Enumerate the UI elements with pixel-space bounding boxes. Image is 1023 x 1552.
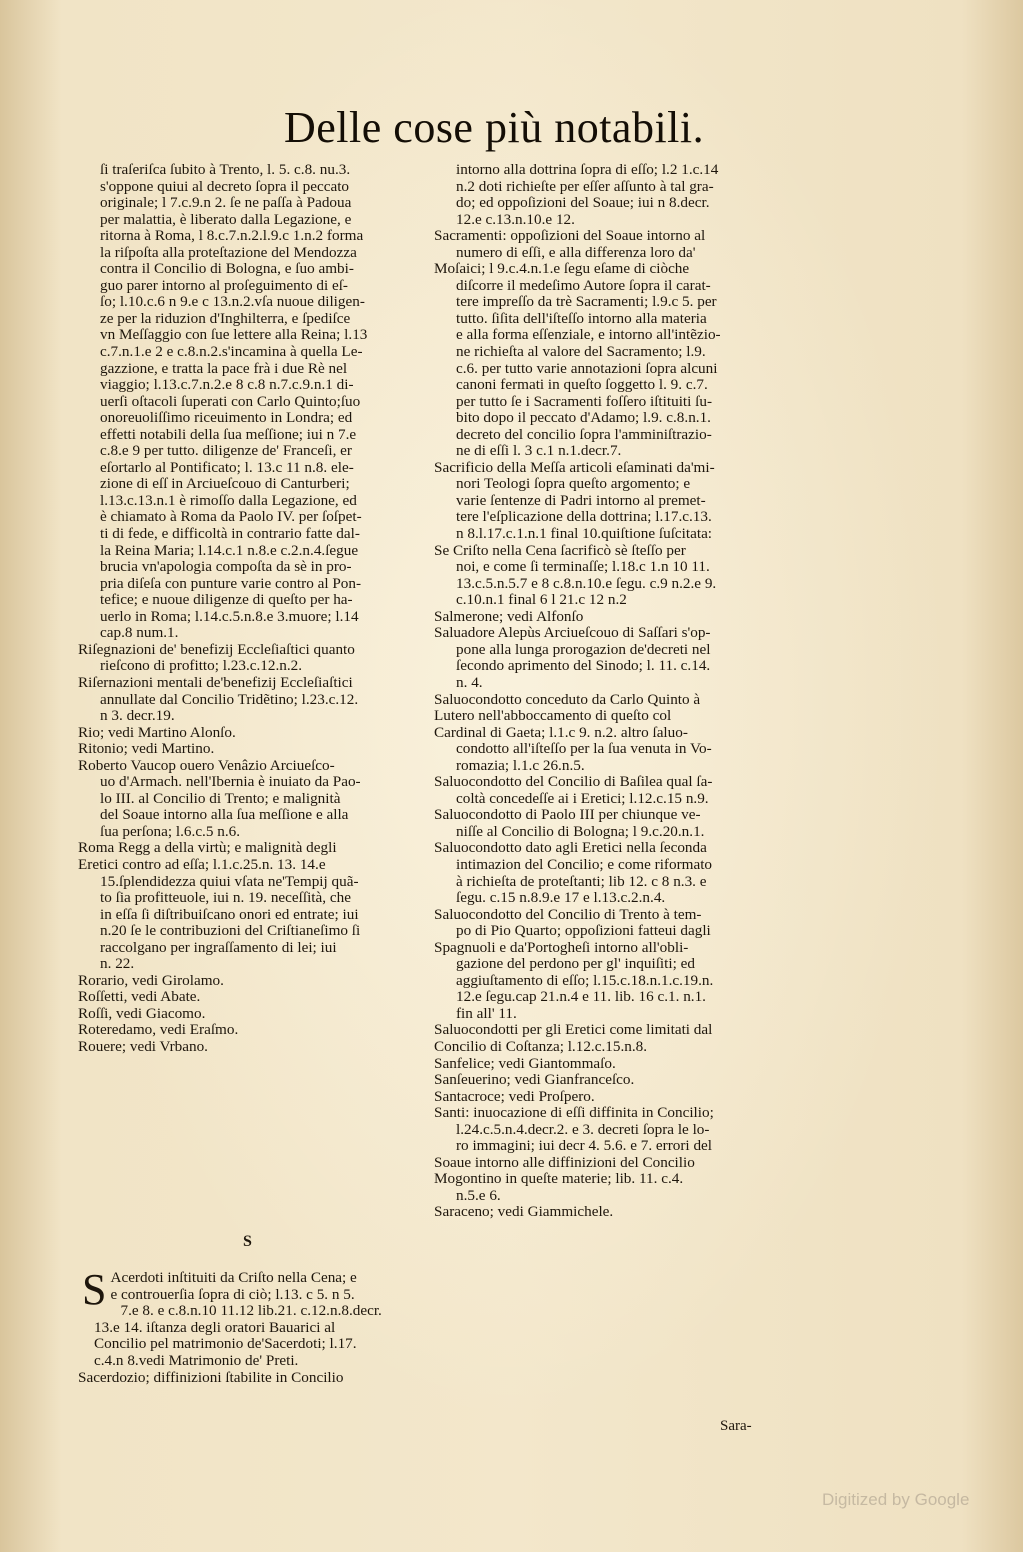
index-line: Soaue intorno alle diffinizioni del Concilio [434, 1154, 695, 1171]
index-line: ſua perſona; l.6.c.5 n.6. [100, 823, 241, 840]
index-line: è chiamato à Roma da Paolo IV. per ſoſpet- [100, 509, 362, 526]
index-line: Rorario, vedi Girolamo. [78, 972, 224, 989]
index-line: niſſe al Concilio di Bologna; l 9.c.20.n.1. [456, 823, 705, 840]
index-line: Roſſetti, vedi Abate. [78, 989, 201, 1006]
index-line: zione di eſſ in Arciueſcouo di Canturberi; [100, 476, 350, 493]
index-line: lo III. al Concilio di Trento; e malignità [100, 790, 341, 807]
index-line: ro immagini; iui decr 4. 5.6. e 7. errori del [456, 1138, 713, 1155]
index-line: Concilio di Coſtanza; l.12.c.15.n.8. [434, 1038, 648, 1055]
index-line: Mogontino in queſte materie; lib. 11. c.4. [434, 1171, 684, 1188]
index-line: 13.c.5.n.5.7 e 8 c.8.n.10.e ſegu. c.9 n.2.e 9. [456, 575, 717, 592]
index-line: Riſegnazioni de' benefizij Eccleſiaſtici quanto [78, 641, 355, 658]
index-line: la Reina Maria; l.14.c.1 n.8.e c.2.n.4.ſegue [100, 542, 359, 559]
index-line: Saluocondotto del Concilio di Baſilea qual ſa- [434, 774, 713, 791]
index-line: originale; l 7.c.9.n 2. ſe ne paſſa à Padoua [100, 195, 352, 212]
catchword: Sara- [720, 1418, 752, 1434]
index-line: per tutto ſe i Sacramenti foſſero iſtituiti ſu- [456, 393, 713, 410]
index-line: ne di eſſi l. 3 c.1 n.1.decr.7. [456, 443, 622, 460]
index-line: Santacroce; vedi Proſpero. [434, 1088, 595, 1105]
index-line: Sacramenti: oppoſizioni del Soaue intorno al [434, 228, 706, 245]
index-line: Riſernazioni mentali de'benefizij Eccleſiaſtici [78, 674, 353, 691]
index-line: Roberto Vaucop ouero Venâzio Arciueſco- [78, 757, 335, 774]
index-line: diſcorre il medeſimo Autore ſopra il carat- [456, 277, 711, 294]
index-line: varie ſentenze di Padri intorno al premet- [456, 492, 706, 509]
index-line: vn Meſſaggio con ſue lettere alla Reina; l.13 [100, 327, 368, 344]
index-line: po di Pio Quarto; oppoſizioni fatteui dagli [456, 923, 711, 940]
index-line: brucia vn'apologia compoſta da sè in pro- [100, 559, 352, 576]
index-line: Sanfelice; vedi Giantommaſo. [434, 1055, 616, 1072]
index-line: Se Criſto nella Cena ſacrificò sè ſteſſo per [434, 542, 686, 559]
index-line: 12.e ſegu.cap 21.n.4 e 11. lib. 16 c.1. n.1. [456, 989, 706, 1006]
index-line: c.6. per tutto varie annotazioni ſopra alcuni [456, 360, 718, 377]
index-line: do; ed oppoſizioni del Soaue; iui n 8.decr. [456, 195, 710, 212]
index-line: nori Teologi ſopra queſto argomento; e [456, 476, 691, 493]
index-line: del Soaue intorno alla ſua meſſione e alla [100, 807, 349, 824]
index-line: eſortarlo al Pontificato; l. 13.c 11 n.8. ele- [100, 459, 354, 476]
index-line: Acerdoti inſtituiti da Criſto nella Cena; e [110, 1270, 357, 1286]
section-letter: S [243, 1233, 252, 1250]
index-line: canoni fermati in queſto ſoggetto l. 9. c.7. [456, 377, 708, 394]
index-line: Roma Regg a della virtù; e malignità degli [78, 840, 337, 857]
index-line: Saraceno; vedi Giammichele. [434, 1204, 614, 1221]
index-line: tutto. ſiſita dell'iſteſſo intorno alla materia [456, 310, 707, 327]
index-line: romazia; l.1.c 26.n.5. [456, 757, 585, 774]
watermark: Digitized by Google [822, 1490, 970, 1509]
index-line: s'oppone quiui al decreto ſopra il peccato [100, 178, 350, 195]
index-line: pria diſeſa con punture varie contro al Pon- [100, 575, 362, 592]
index-line: Sacerdozio; diffinizioni ſtabilite in Concilio [78, 1369, 344, 1386]
index-line: tefice; e nuoue diligenze di queſto per ha- [100, 592, 353, 609]
index-line: ſo; l.10.c.6 n 9.e c 13.n.2.vſa nuoue diligen- [100, 294, 365, 311]
drop-cap: S [82, 1265, 107, 1314]
index-line: 15.ſplendidezza quiui vſata ne'Tempij quã- [100, 873, 359, 890]
index-line: guo parer intorno al proſeguimento di eſ- [100, 277, 348, 294]
index-line: 12.e c.13.n.10.e 12. [456, 211, 575, 228]
index-line: n.2 doti richieſte per eſſer aſſunto à tal gra- [456, 178, 714, 195]
index-line: uerlo in Roma; l.14.c.5.n.8.e 3.muore; l.14 [100, 608, 359, 625]
index-line: e controuerſia ſopra di ciò; l.13. c 5. n 5. [110, 1286, 355, 1303]
index-line: Eretici contro ad eſſa; l.1.c.25.n. 13. 14.e [78, 856, 326, 873]
index-line: tere impreſſo da trè Sacramenti; l.9.c 5. per [456, 294, 717, 311]
index-line: Concilio pel matrimonio de'Sacerdoti; l.17. [94, 1336, 357, 1353]
index-line: gazione del perdono per gl' inquiſiti; ed [456, 956, 695, 973]
index-line: raccolgano per ingraſſamento di lei; iui [100, 939, 337, 956]
index-line: Spagnuoli e da'Portogheſi intorno all'obli- [434, 939, 689, 956]
index-line: Cardinal di Gaeta; l.1.c 9. n.2. altro ſaluo- [434, 724, 688, 741]
index-line: c.4.n 8.vedi Matrimonio de' Preti. [94, 1352, 299, 1369]
index-line: gazzione, e tratta la pace frà i due Rè nel [100, 360, 348, 377]
index-line: c.10.n.1 final 6 l 21.c 12 n.2 [456, 592, 627, 609]
index-line: cap.8 num.1. [100, 625, 179, 642]
index-line: l.24.c.5.n.4.decr.2. e 3. decreti ſopra le lo- [456, 1121, 710, 1138]
index-line: Rio; vedi Martino Alonſo. [78, 724, 236, 741]
index-line: pone alla lunga prorogazion de'decreti nel [456, 641, 711, 658]
index-line: viaggio; l.13.c.7.n.2.e 8 c.8 n.7.c.9.n.1 di- [100, 377, 354, 394]
index-line: Roteredamo, vedi Eraſmo. [78, 1022, 239, 1039]
index-line: l.13.c.13.n.1 è rimoſſo dalla Legazione, ed [100, 492, 357, 509]
index-line: Salmerone; vedi Alfonſo [434, 608, 584, 625]
index-line: to ſia profitteuole, iui n. 19. neceſſità, che [100, 890, 351, 907]
index-line: rieſcono di profitto; l.23.c.12.n.2. [100, 658, 303, 675]
index-line: ſegu. c.15 n.8.9.e 17 e l.13.c.2.n.4. [456, 890, 666, 907]
left-column [78, 162, 450, 1056]
index-line: ſi traſeriſca ſubito à Trento, l. 5. c.8. nu.3. [100, 162, 351, 178]
index-line: bito dopo il peccato d'Adamo; l.9. c.8.n.1. [456, 410, 711, 427]
index-line: 7.e 8. e c.8.n.10 11.12 lib.21. c.12.n.8.decr. [120, 1303, 382, 1320]
index-line: numero di eſſi, e alla differenza loro da' [456, 244, 696, 261]
index-line: condotto all'iſteſſo per la ſua venuta in Vo- [456, 741, 712, 758]
index-line: Sanſeuerino; vedi Gianfranceſco. [434, 1072, 635, 1089]
right-column [434, 162, 812, 1221]
index-line: Saluocondotto di Paolo III per chiunque ve- [434, 807, 701, 824]
index-line: intorno alla dottrina ſopra di eſſo; l.2 1.c.14 [456, 162, 719, 178]
index-line: annullate dal Concilio Tridẽtino; l.23.c.12. [100, 691, 359, 708]
index-line: n 8.l.17.c.1.n.1 final 10.quiſtione ſuſcitata: [456, 526, 713, 543]
index-line: c.7.n.1.e 2 e c.8.n.2.s'incamina à quella Le- [100, 344, 363, 361]
index-line: aggiuſtamento di eſſo; l.15.c.18.n.1.c.19.n. [456, 972, 714, 989]
index-line: ti di fede, e difficoltà in contrario fatte dal- [100, 526, 360, 543]
index-line: Sacrificio della Meſſa articoli eſaminati da'mi- [434, 459, 715, 476]
index-line: noi, e come ſi terminaſſe; l.18.c 1.n 10 11. [456, 559, 710, 576]
index-line: tere l'eſplicazione della dottrina; l.17.c.13. [456, 509, 712, 526]
index-line: Santi: inuocazione di eſſi diffinita in Concilio; [434, 1105, 714, 1122]
index-line: n. 22. [100, 956, 135, 973]
index-line: à richieſta de proteſtanti; lib 12. c 8 n.3. e [456, 873, 707, 890]
index-line: la riſpoſta alla proteſtazione del Mendozza [100, 244, 357, 261]
index-line: contra il Concilio di Bologna, e ſuo ambi- [100, 261, 354, 278]
index-line: n.20 ſe le contribuzioni del Criſtianeſimo ſi [100, 923, 361, 940]
index-line: Saluocondotto conceduto da Carlo Quinto à [434, 691, 701, 708]
index-line: c.8.e 9 per tutto. diligenze de' Franceſi, er [100, 443, 352, 460]
index-line: ſecondo aprimento del Sinodo; l. 11. c.14. [456, 658, 711, 675]
index-line: ze per la riduzion d'Inghilterra, e ſpediſce [100, 310, 351, 327]
index-line: Moſaici; l 9.c.4.n.1.e ſegu eſame di ciòche [434, 261, 690, 278]
index-line: 13.e 14. iſtanza degli oratori Bauarici al [94, 1319, 336, 1336]
index-line: Saluocondotti per gli Eretici come limitati dal [434, 1022, 713, 1039]
index-line: Roſſi, vedi Giacomo. [78, 1005, 206, 1022]
index-line: coltà concedeſſe ai i Eretici; l.12.c.15 n.9. [456, 790, 709, 807]
index-line: fin all' 11. [456, 1005, 517, 1022]
index-line: intimazion del Concilio; e come riformato [456, 856, 713, 873]
index-line: ritorna à Roma, l 8.c.7.n.2.l.9.c 1.n.2 forma [100, 228, 364, 245]
index-line: ne richieſta al valore del Sacramento; l.9. [456, 344, 706, 361]
index-line: n.5.e 6. [456, 1187, 501, 1204]
index-line: Ritonio; vedi Martino. [78, 741, 215, 758]
index-line: Saluocondotto dato agli Eretici nella ſeconda [434, 840, 707, 857]
index-line: Lutero nell'abboccamento di queſto col [434, 708, 672, 725]
index-line: in eſſa ſi diſtribuiſcano onori ed entrate; iui [100, 906, 359, 923]
index-line: onoreuoliſſimo riceuimento in Londra; ed [100, 410, 353, 427]
index-line: n. 4. [456, 674, 483, 691]
index-line: uerſi oſtacoli ſuperati con Carlo Quinto;ſuo [100, 393, 361, 410]
index-line: uo d'Armach. nell'Ibernia è inuiato da Pao- [100, 774, 361, 791]
index-line: Rouere; vedi Vrbano. [78, 1038, 208, 1055]
index-line: decreto del concilio ſopra l'amminiſtrazio- [456, 426, 712, 443]
index-line: effetti notabili della ſua meſſione; iui n 7.e [100, 426, 357, 443]
index-line: per malattia, è liberato dalla Legazione, e [100, 211, 352, 228]
index-line: Saluocondotto del Concilio di Trento à tem- [434, 906, 702, 923]
s-section-block [78, 1265, 450, 1386]
index-line: Saluadore Alepùs Arciueſcouo di Saſſari s'op- [434, 625, 711, 642]
page-title: Delle cose più notabili. [284, 103, 705, 152]
index-line: e alla forma eſſenziale, e intorno all'intẽzio- [456, 327, 721, 344]
index-line: n 3. decr.19. [100, 708, 175, 725]
